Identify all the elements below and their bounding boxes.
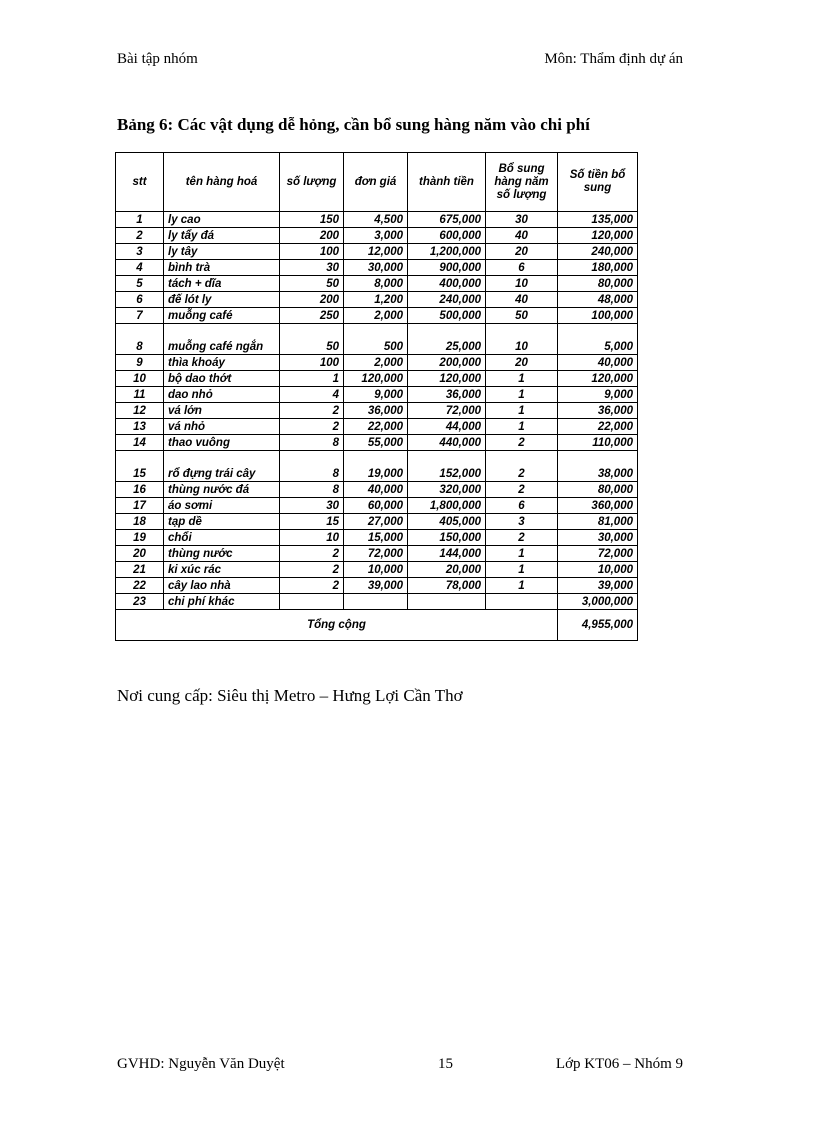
cell-quantity: 200 bbox=[280, 228, 344, 244]
col-header-amount: thành tiền bbox=[408, 153, 486, 212]
cell-quantity: 8 bbox=[280, 435, 344, 451]
cell-stt: 14 bbox=[116, 435, 164, 451]
cell-stt: 9 bbox=[116, 355, 164, 371]
cell-quantity: 8 bbox=[280, 482, 344, 498]
table-header-row bbox=[116, 153, 638, 212]
cell-unit-price: 9,000 bbox=[344, 387, 408, 403]
cell-amount: 78,000 bbox=[408, 578, 486, 594]
cell-annual-amount: 120,000 bbox=[558, 228, 638, 244]
cell-stt: 16 bbox=[116, 482, 164, 498]
table-row bbox=[116, 451, 638, 482]
cell-stt: 15 bbox=[116, 451, 164, 482]
cell-quantity: 2 bbox=[280, 419, 344, 435]
cell-annual-amount: 80,000 bbox=[558, 482, 638, 498]
cell-quantity: 100 bbox=[280, 244, 344, 260]
cell-annual-qty: 2 bbox=[486, 482, 558, 498]
cell-unit-price: 500 bbox=[344, 324, 408, 355]
cell-unit-price bbox=[344, 594, 408, 610]
cell-unit-price: 10,000 bbox=[344, 562, 408, 578]
cell-unit-price: 4,500 bbox=[344, 212, 408, 228]
cell-annual-amount: 30,000 bbox=[558, 530, 638, 546]
cell-annual-qty: 10 bbox=[486, 324, 558, 355]
cell-unit-price: 40,000 bbox=[344, 482, 408, 498]
cell-unit-price: 39,000 bbox=[344, 578, 408, 594]
table-row bbox=[116, 308, 638, 324]
cell-stt: 19 bbox=[116, 530, 164, 546]
cell-quantity: 200 bbox=[280, 292, 344, 308]
cell-quantity: 50 bbox=[280, 324, 344, 355]
cell-annual-qty: 40 bbox=[486, 292, 558, 308]
cell-quantity: 250 bbox=[280, 308, 344, 324]
cell-item-name: tách + dĩa bbox=[164, 276, 280, 292]
cell-annual-amount: 5,000 bbox=[558, 324, 638, 355]
table-row bbox=[116, 530, 638, 546]
cell-annual-qty: 1 bbox=[486, 546, 558, 562]
cell-stt: 12 bbox=[116, 403, 164, 419]
supplies-table bbox=[115, 152, 638, 641]
cell-annual-qty: 2 bbox=[486, 435, 558, 451]
cell-stt: 7 bbox=[116, 308, 164, 324]
cell-stt: 22 bbox=[116, 578, 164, 594]
cell-unit-price: 8,000 bbox=[344, 276, 408, 292]
cell-amount: 500,000 bbox=[408, 308, 486, 324]
header-right: Môn: Thẩm định dự án bbox=[544, 51, 683, 67]
col-header-annual-qty: Bổ sung hàng năm số lượng bbox=[486, 153, 558, 212]
cell-item-name: muỗng café bbox=[164, 308, 280, 324]
cell-annual-qty: 1 bbox=[486, 419, 558, 435]
cell-item-name: thao vuông bbox=[164, 435, 280, 451]
cell-amount: 20,000 bbox=[408, 562, 486, 578]
cell-item-name: bình trà bbox=[164, 260, 280, 276]
cell-stt: 13 bbox=[116, 419, 164, 435]
cell-unit-price: 2,000 bbox=[344, 308, 408, 324]
col-header-unit-price: đơn giá bbox=[344, 153, 408, 212]
cell-quantity: 2 bbox=[280, 546, 344, 562]
supplier-note: Nơi cung cấp: Siêu thị Metro – Hưng Lợi Cần Thơ bbox=[117, 686, 463, 705]
cell-annual-qty: 1 bbox=[486, 371, 558, 387]
table-caption: Bảng 6: Các vật dụng dễ hỏng, cần bổ sung hàng năm vào chi phí bbox=[117, 115, 590, 134]
table-row bbox=[116, 244, 638, 260]
table-row bbox=[116, 498, 638, 514]
cell-quantity: 15 bbox=[280, 514, 344, 530]
cell-item-name: chi phí khác bbox=[164, 594, 280, 610]
cell-unit-price: 19,000 bbox=[344, 451, 408, 482]
cell-amount: 600,000 bbox=[408, 228, 486, 244]
cell-quantity: 8 bbox=[280, 451, 344, 482]
cell-annual-qty: 40 bbox=[486, 228, 558, 244]
cell-stt: 6 bbox=[116, 292, 164, 308]
cell-stt: 8 bbox=[116, 324, 164, 355]
cell-amount: 675,000 bbox=[408, 212, 486, 228]
cell-unit-price: 30,000 bbox=[344, 260, 408, 276]
cell-annual-qty bbox=[486, 594, 558, 610]
cell-annual-amount: 81,000 bbox=[558, 514, 638, 530]
cell-annual-amount: 72,000 bbox=[558, 546, 638, 562]
cell-item-name: thìa khoáy bbox=[164, 355, 280, 371]
total-label: Tổng cộng bbox=[116, 610, 558, 641]
cell-amount: 25,000 bbox=[408, 324, 486, 355]
cell-stt: 4 bbox=[116, 260, 164, 276]
cell-unit-price: 55,000 bbox=[344, 435, 408, 451]
table-row bbox=[116, 514, 638, 530]
cell-annual-qty: 2 bbox=[486, 530, 558, 546]
cell-stt: 23 bbox=[116, 594, 164, 610]
page-number: 15 bbox=[438, 1056, 453, 1072]
footer-right: Lớp KT06 – Nhóm 9 bbox=[555, 1056, 683, 1072]
cell-unit-price: 27,000 bbox=[344, 514, 408, 530]
table-row bbox=[116, 371, 638, 387]
cell-stt: 1 bbox=[116, 212, 164, 228]
cell-quantity: 2 bbox=[280, 403, 344, 419]
cell-stt: 10 bbox=[116, 371, 164, 387]
cell-quantity: 2 bbox=[280, 562, 344, 578]
cell-unit-price: 15,000 bbox=[344, 530, 408, 546]
cell-unit-price: 22,000 bbox=[344, 419, 408, 435]
cell-amount: 72,000 bbox=[408, 403, 486, 419]
footer-left: GVHD: Nguyễn Văn Duyệt bbox=[117, 1056, 285, 1072]
cell-amount: 150,000 bbox=[408, 530, 486, 546]
cell-item-name: thùng nước đá bbox=[164, 482, 280, 498]
cell-item-name: chổi bbox=[164, 530, 280, 546]
table-row bbox=[116, 387, 638, 403]
cell-annual-amount: 10,000 bbox=[558, 562, 638, 578]
cell-item-name: ly tây bbox=[164, 244, 280, 260]
cell-annual-amount: 9,000 bbox=[558, 387, 638, 403]
cell-annual-amount: 80,000 bbox=[558, 276, 638, 292]
cell-amount: 320,000 bbox=[408, 482, 486, 498]
table-row bbox=[116, 435, 638, 451]
cell-quantity: 1 bbox=[280, 371, 344, 387]
cell-unit-price: 120,000 bbox=[344, 371, 408, 387]
table-row bbox=[116, 292, 638, 308]
cell-quantity: 4 bbox=[280, 387, 344, 403]
cell-item-name: muỗng café ngắn bbox=[164, 324, 280, 355]
cell-annual-amount: 3,000,000 bbox=[558, 594, 638, 610]
table-row bbox=[116, 594, 638, 610]
cell-stt: 21 bbox=[116, 562, 164, 578]
cell-stt: 17 bbox=[116, 498, 164, 514]
cell-stt: 11 bbox=[116, 387, 164, 403]
col-header-annual-amount: Số tiền bổ sung bbox=[558, 153, 638, 212]
cell-item-name: rổ đựng trái cây bbox=[164, 451, 280, 482]
table-row bbox=[116, 260, 638, 276]
cell-unit-price: 72,000 bbox=[344, 546, 408, 562]
cell-annual-qty: 10 bbox=[486, 276, 558, 292]
cell-quantity: 2 bbox=[280, 578, 344, 594]
cell-annual-amount: 135,000 bbox=[558, 212, 638, 228]
cell-annual-qty: 3 bbox=[486, 514, 558, 530]
cell-quantity: 150 bbox=[280, 212, 344, 228]
table-row bbox=[116, 482, 638, 498]
cell-annual-qty: 30 bbox=[486, 212, 558, 228]
cell-annual-amount: 240,000 bbox=[558, 244, 638, 260]
cell-quantity: 100 bbox=[280, 355, 344, 371]
cell-annual-qty: 2 bbox=[486, 451, 558, 482]
cell-item-name: dao nhỏ bbox=[164, 387, 280, 403]
cell-item-name: vá nhỏ bbox=[164, 419, 280, 435]
cell-quantity: 30 bbox=[280, 498, 344, 514]
cell-amount: 405,000 bbox=[408, 514, 486, 530]
cell-stt: 18 bbox=[116, 514, 164, 530]
cell-annual-amount: 110,000 bbox=[558, 435, 638, 451]
cell-amount: 120,000 bbox=[408, 371, 486, 387]
cell-quantity: 30 bbox=[280, 260, 344, 276]
cell-item-name: ly cao bbox=[164, 212, 280, 228]
cell-stt: 3 bbox=[116, 244, 164, 260]
cell-annual-amount: 120,000 bbox=[558, 371, 638, 387]
total-row bbox=[116, 610, 638, 641]
cell-item-name: vá lớn bbox=[164, 403, 280, 419]
cell-amount: 900,000 bbox=[408, 260, 486, 276]
cell-annual-amount: 39,000 bbox=[558, 578, 638, 594]
cell-stt: 5 bbox=[116, 276, 164, 292]
header-left: Bài tập nhóm bbox=[117, 51, 198, 67]
cell-annual-qty: 20 bbox=[486, 355, 558, 371]
total-value: 4,955,000 bbox=[558, 610, 638, 641]
cell-annual-amount: 40,000 bbox=[558, 355, 638, 371]
cell-item-name: đế lót ly bbox=[164, 292, 280, 308]
cell-amount: 240,000 bbox=[408, 292, 486, 308]
cell-annual-qty: 6 bbox=[486, 498, 558, 514]
cell-quantity: 10 bbox=[280, 530, 344, 546]
cell-item-name: ly tẩy đá bbox=[164, 228, 280, 244]
cell-annual-qty: 1 bbox=[486, 578, 558, 594]
col-header-item-name: tên hàng hoá bbox=[164, 153, 280, 212]
cell-amount: 1,800,000 bbox=[408, 498, 486, 514]
cell-unit-price: 1,200 bbox=[344, 292, 408, 308]
cell-unit-price: 3,000 bbox=[344, 228, 408, 244]
cell-amount: 144,000 bbox=[408, 546, 486, 562]
table-row bbox=[116, 355, 638, 371]
cell-annual-qty: 20 bbox=[486, 244, 558, 260]
cell-annual-amount: 360,000 bbox=[558, 498, 638, 514]
cell-annual-qty: 1 bbox=[486, 562, 558, 578]
cell-amount: 44,000 bbox=[408, 419, 486, 435]
cell-amount: 440,000 bbox=[408, 435, 486, 451]
cell-item-name: ki xúc rác bbox=[164, 562, 280, 578]
cell-item-name: cây lao nhà bbox=[164, 578, 280, 594]
cell-unit-price: 2,000 bbox=[344, 355, 408, 371]
table-row bbox=[116, 562, 638, 578]
table-row bbox=[116, 212, 638, 228]
cell-annual-qty: 1 bbox=[486, 387, 558, 403]
cell-unit-price: 60,000 bbox=[344, 498, 408, 514]
cell-stt: 2 bbox=[116, 228, 164, 244]
cell-item-name: bộ dao thớt bbox=[164, 371, 280, 387]
cell-annual-amount: 38,000 bbox=[558, 451, 638, 482]
cell-quantity: 50 bbox=[280, 276, 344, 292]
cell-annual-amount: 180,000 bbox=[558, 260, 638, 276]
cell-annual-amount: 22,000 bbox=[558, 419, 638, 435]
cell-item-name: tạp dề bbox=[164, 514, 280, 530]
cell-annual-amount: 48,000 bbox=[558, 292, 638, 308]
cell-unit-price: 36,000 bbox=[344, 403, 408, 419]
table-row bbox=[116, 546, 638, 562]
table-row bbox=[116, 403, 638, 419]
cell-amount: 400,000 bbox=[408, 276, 486, 292]
cell-annual-qty: 50 bbox=[486, 308, 558, 324]
col-header-stt: stt bbox=[116, 153, 164, 212]
cell-item-name: áo sơmi bbox=[164, 498, 280, 514]
cell-annual-qty: 1 bbox=[486, 403, 558, 419]
table-row bbox=[116, 324, 638, 355]
cell-quantity bbox=[280, 594, 344, 610]
cell-amount: 152,000 bbox=[408, 451, 486, 482]
table-row bbox=[116, 276, 638, 292]
table-row bbox=[116, 419, 638, 435]
cell-unit-price: 12,000 bbox=[344, 244, 408, 260]
cell-item-name: thùng nước bbox=[164, 546, 280, 562]
cell-stt: 20 bbox=[116, 546, 164, 562]
cell-annual-amount: 100,000 bbox=[558, 308, 638, 324]
cell-annual-amount: 36,000 bbox=[558, 403, 638, 419]
col-header-quantity: số lượng bbox=[280, 153, 344, 212]
table-row bbox=[116, 578, 638, 594]
table-row bbox=[116, 228, 638, 244]
cell-amount: 36,000 bbox=[408, 387, 486, 403]
cell-amount: 1,200,000 bbox=[408, 244, 486, 260]
cell-amount: 200,000 bbox=[408, 355, 486, 371]
cell-annual-qty: 6 bbox=[486, 260, 558, 276]
cell-amount bbox=[408, 594, 486, 610]
